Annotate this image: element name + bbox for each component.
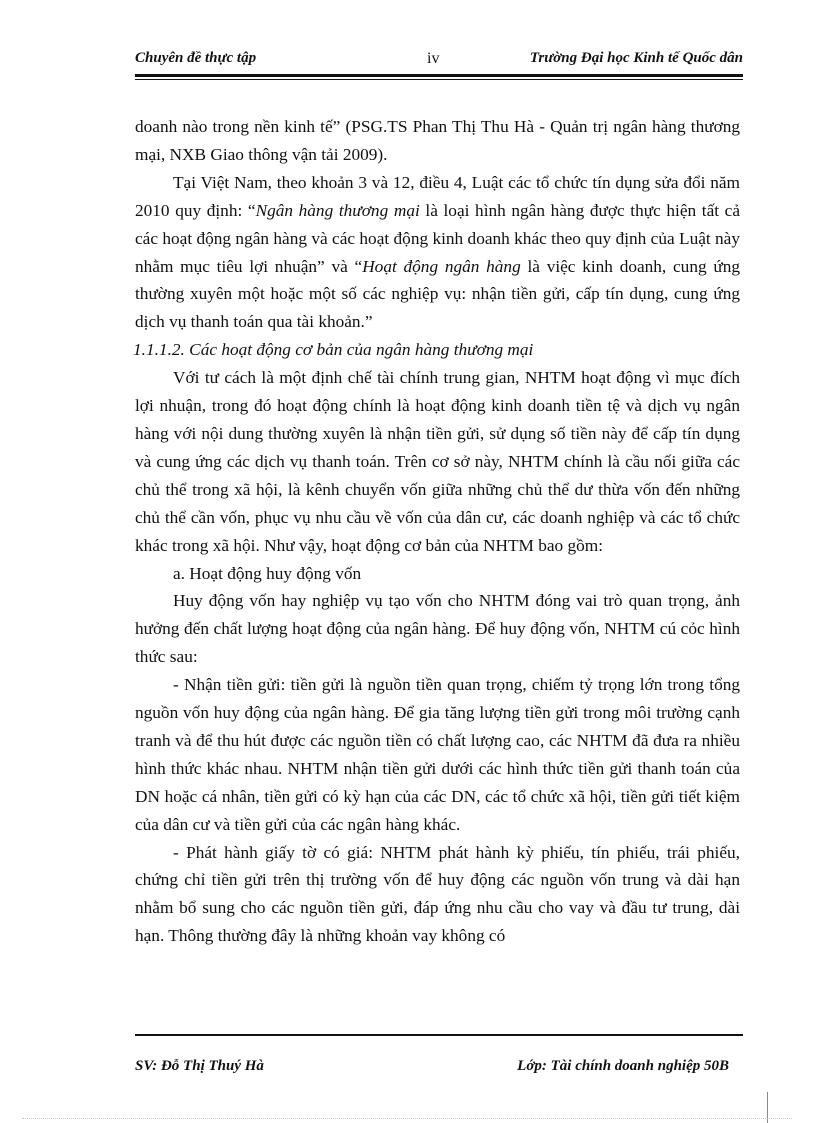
header-rule [135, 74, 743, 77]
term-hoat-dong-ngan-hang: Hoạt động ngân hàng [362, 256, 521, 276]
paragraph-2-text-b: là loại hình ngân hàng được thực hiện tất cả các hoạt động ngân hàng và các hoạt động kinh doanh khác theo quy định của Luật này nhằm mục tiêu lợi nhuận” và “ [135, 200, 741, 276]
subheading-a: a. Hoạt động huy động vốn [173, 563, 362, 583]
paragraph-4: Huy động vốn hay nghiệp vụ tạo vốn cho NHTM đóng vai trò quan trọng, ảnh hưởng đến chất lượng hoạt động của ngân hàng. Để huy động vốn, NHTM cú cỏc hình thức sau: [135, 591, 740, 667]
footer-student: SV: Đỗ Thị Thuý Hà [135, 1058, 264, 1074]
page-bottom-border [22, 1118, 792, 1119]
document-body [135, 113, 740, 950]
paragraph-3: Với tư cách là một định chế tài chính trung gian, NHTM hoạt động vì mục đích lợi nhuận, trong đó hoạt động chính là hoạt động kinh doanh tiền tệ và dịch vụ ngân hàng với nội dung thường xuyên là nhận tiền gửi, sử dụng số tiền này để cấp tín dụng và cung ứng các dịch vụ thanh toán. Trên cơ sở này, NHTM chính là cầu nối giữa các chủ thể trong xã hội, là kênh chuyển vốn giữa những chủ thể dư thừa vốn đến những chủ thể cần vốn, phục vụ nhu cầu về vốn của dân cư, các doanh nghiệp và các tổ chức khác trong xã hội. Như vậy, hoạt động cơ bản của NHTM bao gồm: [135, 368, 740, 555]
term-ngan-hang-thuong-mai: Ngân hàng thương mại [255, 200, 420, 220]
header-university: Trường Đại học Kinh tế Quốc dân [529, 50, 743, 66]
paragraph-2-text-c: là việc kinh doanh, cung ứng thường xuyên một hoặc một số các nghiệp vụ: nhận tiền gửi, cấp tín dụng, cung ứng dịch vụ thanh toán qua tài khoản.” [135, 256, 740, 332]
page-number: iv [427, 50, 440, 67]
section-heading: 1.1.1.2. Các hoạt động cơ bản của ngân hàng thương mại [133, 340, 534, 360]
header-rule-thin [135, 79, 743, 80]
paragraph-5: - Nhận tiền gửi: tiền gửi là nguồn tiền quan trọng, chiếm tỷ trọng lớn trong tổng nguồn vốn huy động của ngân hàng. Để gia tăng lượng tiền gửi trong môi trường cạnh tranh và để thu hút được các nguồn tiền có chất lượng cao, các NHTM đã đưa ra nhiều hình thức khác nhau. NHTM nhận tiền gửi dưới các hình thức tiền gửi thanh toán của DN hoặc cá nhân, tiền gửi có kỳ hạn của các DN, các tổ chức xã hội, tiền gửi tiết kiệm của dân cư và tiền gửi của các ngân hàng khác. [135, 675, 740, 834]
paragraph-2 [135, 169, 740, 336]
page-footer [135, 1058, 743, 1080]
paragraph-1: doanh nào trong nền kinh tế” (PSG.TS Phan Thị Thu Hà - Quản trị ngân hàng thương mại, NXB Giao thông vận tải 2009). [135, 117, 740, 164]
paragraph-2-text-a: Tại Việt Nam, theo khoản 3 và 12, điều 4, Luật các tổ chức tín dụng sửa đổi năm 2010 quy định: “ [135, 172, 740, 220]
header-title: Chuyên đề thực tập [135, 50, 257, 66]
footer-class: Lớp: Tài chính doanh nghiệp 50B [517, 1058, 729, 1074]
paragraph-6: - Phát hành giấy tờ có giá: NHTM phát hành kỳ phiếu, tín phiếu, trái phiếu, chứng chỉ tiền gửi trên thị trường vốn để huy động các nguồn vốn trung và dài hạn nhằm bổ sung cho các nguồn tiền gửi, đáp ứng nhu cầu cho vay và đầu tư trung, dài hạn. Thông thường đây là những khoản vay không có [135, 842, 740, 946]
footer-rule [135, 1034, 743, 1036]
page-header [135, 50, 743, 74]
